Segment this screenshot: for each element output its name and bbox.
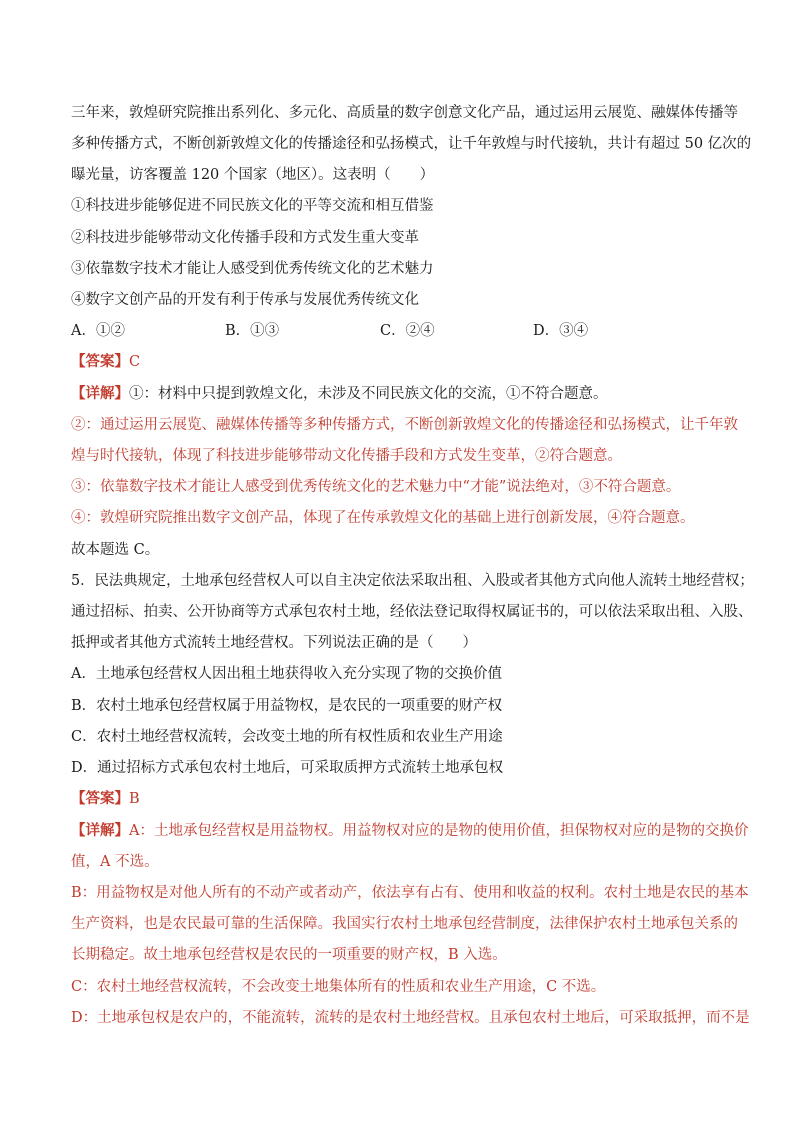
q4-detail-line: ③：依靠数字技术才能让人感受到优秀传统文化的艺术魅力中“才能”说法绝对，③不符合题意。 [71,479,681,495]
q5-detail-line: C：农村土地经营权流转，不会改变土地集体所有的性质和农业生产用途，C 不选。 [71,979,606,995]
q5-option-b: B．农村土地承包经营权属于用益物权，是农民的一项重要的财产权 [71,698,503,714]
answer-value: B [129,791,140,807]
q4-stem-line: 多种传播方式，不断创新敦煌文化的传播途径和弘扬模式，让千年敦煌与时代接轨，共计有超过 50 亿次的 [71,136,752,152]
q5-option-a: A．土地承包经营权人因出租土地获得收入充分实现了物的交换价值 [71,666,502,682]
detail-label: 【详解】 [71,822,129,839]
q4-option-b: B．①③ [225,323,280,339]
q5-detail-line: 生产资料，也是农民最可靠的生活保障。我国实行农村土地承包经营制度，法律保护农村土地承包关系的 [71,916,738,932]
q4-stem-line: 三年来，敦煌研究院推出系列化、多元化、高质量的数字创意文化产品，通过运用云展览、融媒体传播等 [71,105,738,121]
detail-text: ①：材料中只提到敦煌文化，未涉及不同民族文化的交流，①不符合题意。 [129,386,608,402]
q4-statement: ②科技进步能够带动文化传播手段和方式发生重大变革 [71,230,419,246]
q5-detail-line: 长期稳定。故土地承包经营权是农民的一项重要的财产权，B 入选。 [71,947,507,963]
q4-option-c: C．②④ [380,323,435,339]
q5-stem-line: 5．民法典规定，土地承包经营权人可以自主决定依法采取出租、入股或者其他方式向他人流转土地经营权； [71,573,754,589]
q5-stem-line: 抵押或者其他方式流转土地经营权。下列说法正确的是（ ） [71,635,477,651]
detail-text: A：土地承包经营权是用益物权。用益物权对应的是物的使用价值，担保物权对应的是物的交换价 [129,823,749,839]
q5-answer [71,789,140,809]
q5-stem-line: 通过招标、拍卖、公开协商等方式承包农村土地，经依法登记取得权属证书的，可以依法采取出租、入股、 [71,604,753,620]
q4-option-d: D．③④ [533,323,589,339]
answer-value: C [129,354,141,370]
q4-conclusion: 故本题选 C。 [71,542,160,558]
q4-answer [71,352,140,372]
q5-detail-line: D：土地承包权是农户的，不能流转，流转的是农村土地经营权。且承包农村土地后，可采取抵押，而不是 [71,1010,750,1026]
q4-statement: ①科技进步能够促进不同民族文化的平等交流和相互借鉴 [71,198,434,214]
answer-label: 【答案】 [71,790,129,807]
q5-option-c: C．农村土地经营权流转，会改变土地的所有权性质和农业生产用途 [71,729,503,745]
q4-detail [71,384,608,404]
q5-detail-line: B：用益物权是对他人所有的不动产或者动产，依法享有占有、使用和收益的权利。农村土地是农民的基本 [71,885,749,901]
q5-detail [71,821,748,841]
q4-detail-line: ②：通过运用云展览、融媒体传播等多种传播方式，不断创新敦煌文化的传播途径和弘扬模式，让千年敦 [71,417,738,433]
q4-stem-line: 曝光量，访客覆盖 120 个国家（地区）。这表明（ ） [71,167,435,183]
q5-option-d: D．通过招标方式承包农村土地后，可采取质押方式流转土地承包权 [71,760,504,776]
q4-statement: ③依靠数字技术才能让人感受到优秀传统文化的艺术魅力 [71,261,434,277]
q4-detail-line: 煌与时代接轨，体现了科技进步能够带动文化传播手段和方式发生变革，②符合题意。 [71,448,622,464]
answer-label: 【答案】 [71,353,129,370]
q4-detail-line: ④：敦煌研究院推出数字文创产品，体现了在传承敦煌文化的基础上进行创新发展，④符合题意。 [71,510,695,526]
q4-option-a: A．①② [71,323,125,339]
q5-detail-line: 值，A 不选。 [71,854,159,870]
detail-label: 【详解】 [71,385,129,402]
q4-statement: ④数字文创产品的开发有利于传承与发展优秀传统文化 [71,292,419,308]
